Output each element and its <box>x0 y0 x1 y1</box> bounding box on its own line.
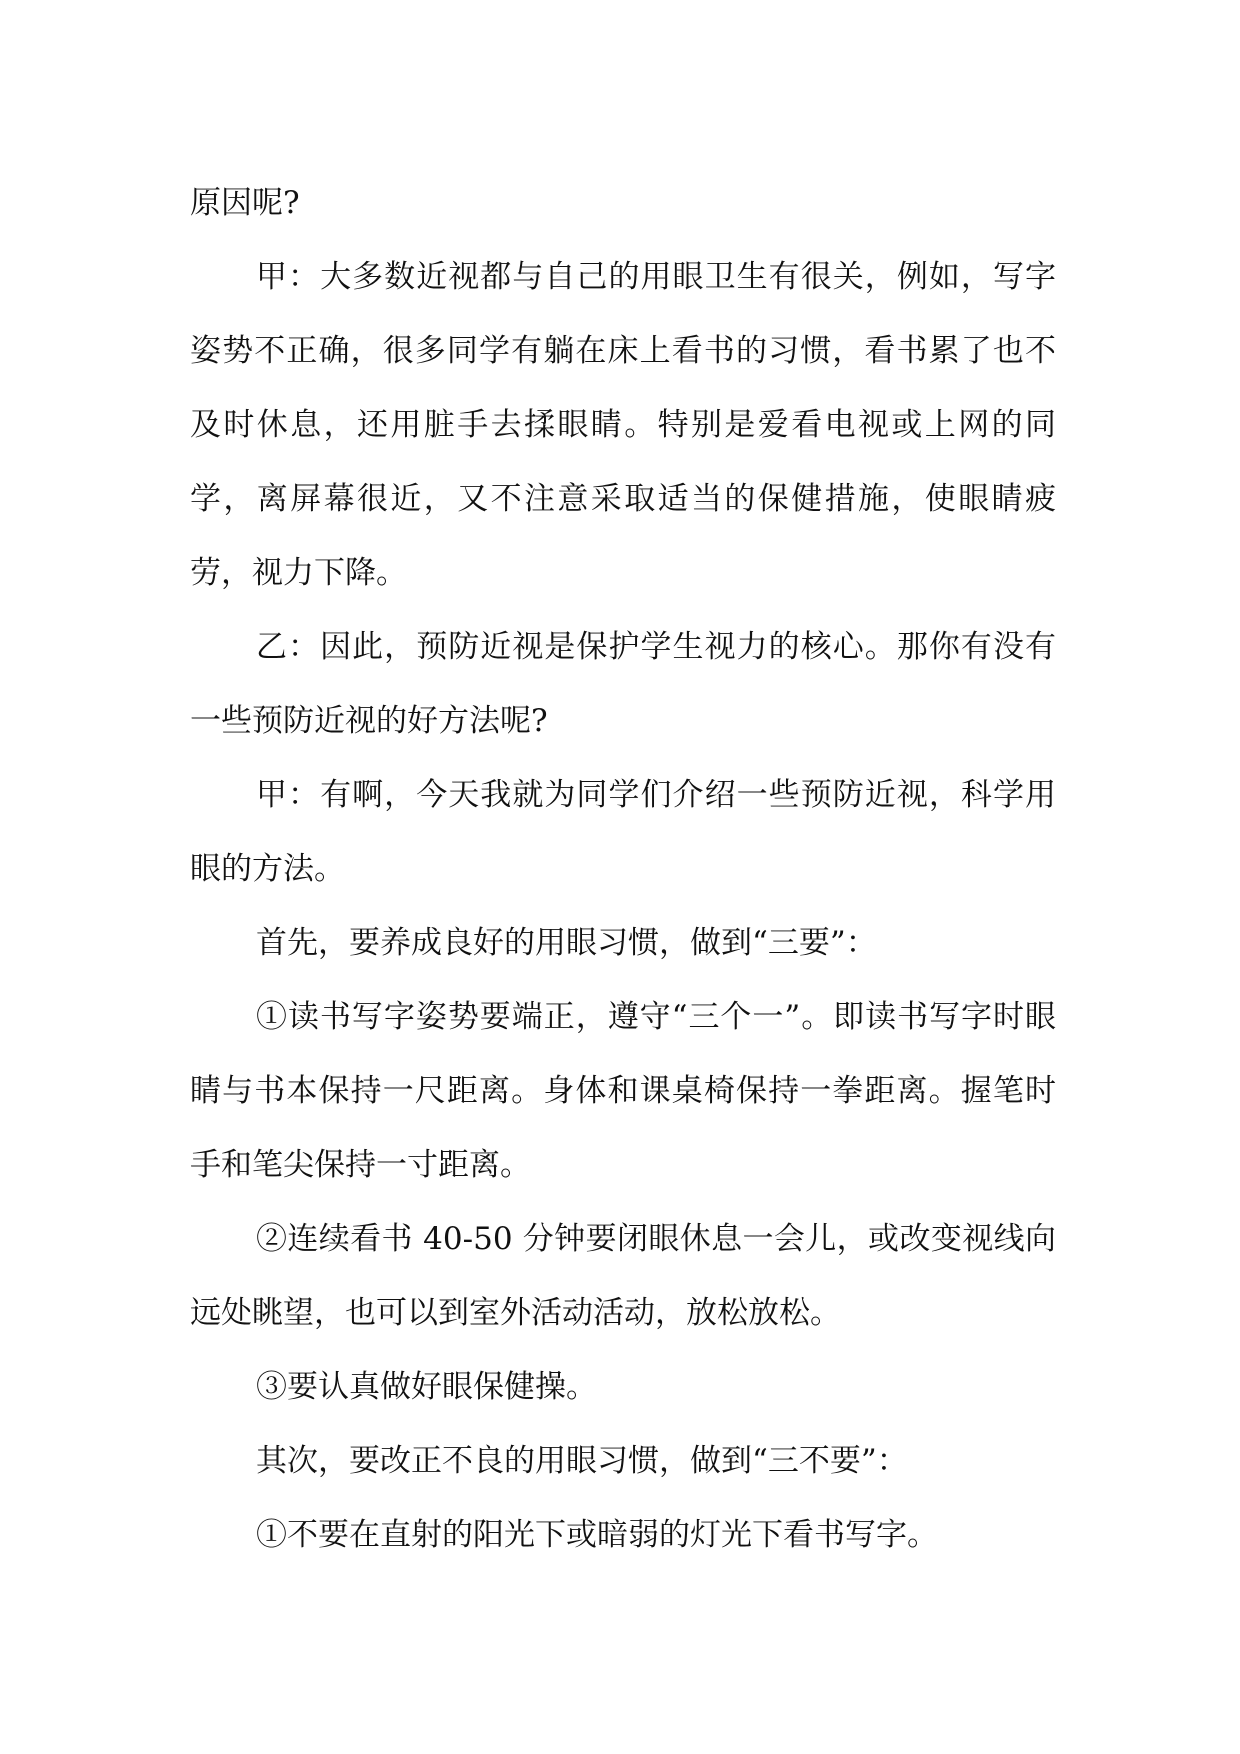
paragraph-jia-causes: 甲：大多数近视都与自己的用眼卫生有很关，例如，写字姿势不正确，很多同学有躺在床上看书的习惯，看书累了也不及时休息，还用脏手去揉眼睛。特别是爱看电视或上网的同学，离屏幕很近，又不注意采取适当的保健措施，使眼睛疲劳，视力下降。 <box>190 259 1056 591</box>
paragraph-yi-question: 乙：因此，预防近视是保护学生视力的核心。那你有没有一些预防近视的好方法呢? <box>190 629 1056 739</box>
document-body <box>190 166 1056 1572</box>
paragraph-first-three-musts: 首先，要养成良好的用眼习惯，做到“三要”： <box>256 925 877 961</box>
paragraph-jia-intro: 甲：有啊，今天我就为同学们介绍一些预防近视，科学用眼的方法。 <box>190 777 1056 887</box>
paragraph-continuation: 原因呢? <box>190 185 300 221</box>
list-item-dont-1: ①不要在直射的阳光下或暗弱的灯光下看书写字。 <box>256 1517 938 1553</box>
list-item-must-3: ③要认真做好眼保健操。 <box>256 1369 597 1405</box>
paragraph-second-three-donts: 其次，要改正不良的用眼习惯，做到“三不要”： <box>256 1443 908 1479</box>
list-item-must-2: ②连续看书 40-50 分钟要闭眼休息一会儿，或改变视线向远处眺望，也可以到室外活动活动，放松放松。 <box>190 1221 1056 1331</box>
list-item-must-1: ①读书写字姿势要端正，遵守“三个一”。即读书写字时眼睛与书本保持一尺距离。身体和课桌椅保持一拳距离。握笔时手和笔尖保持一寸距离。 <box>190 999 1056 1183</box>
